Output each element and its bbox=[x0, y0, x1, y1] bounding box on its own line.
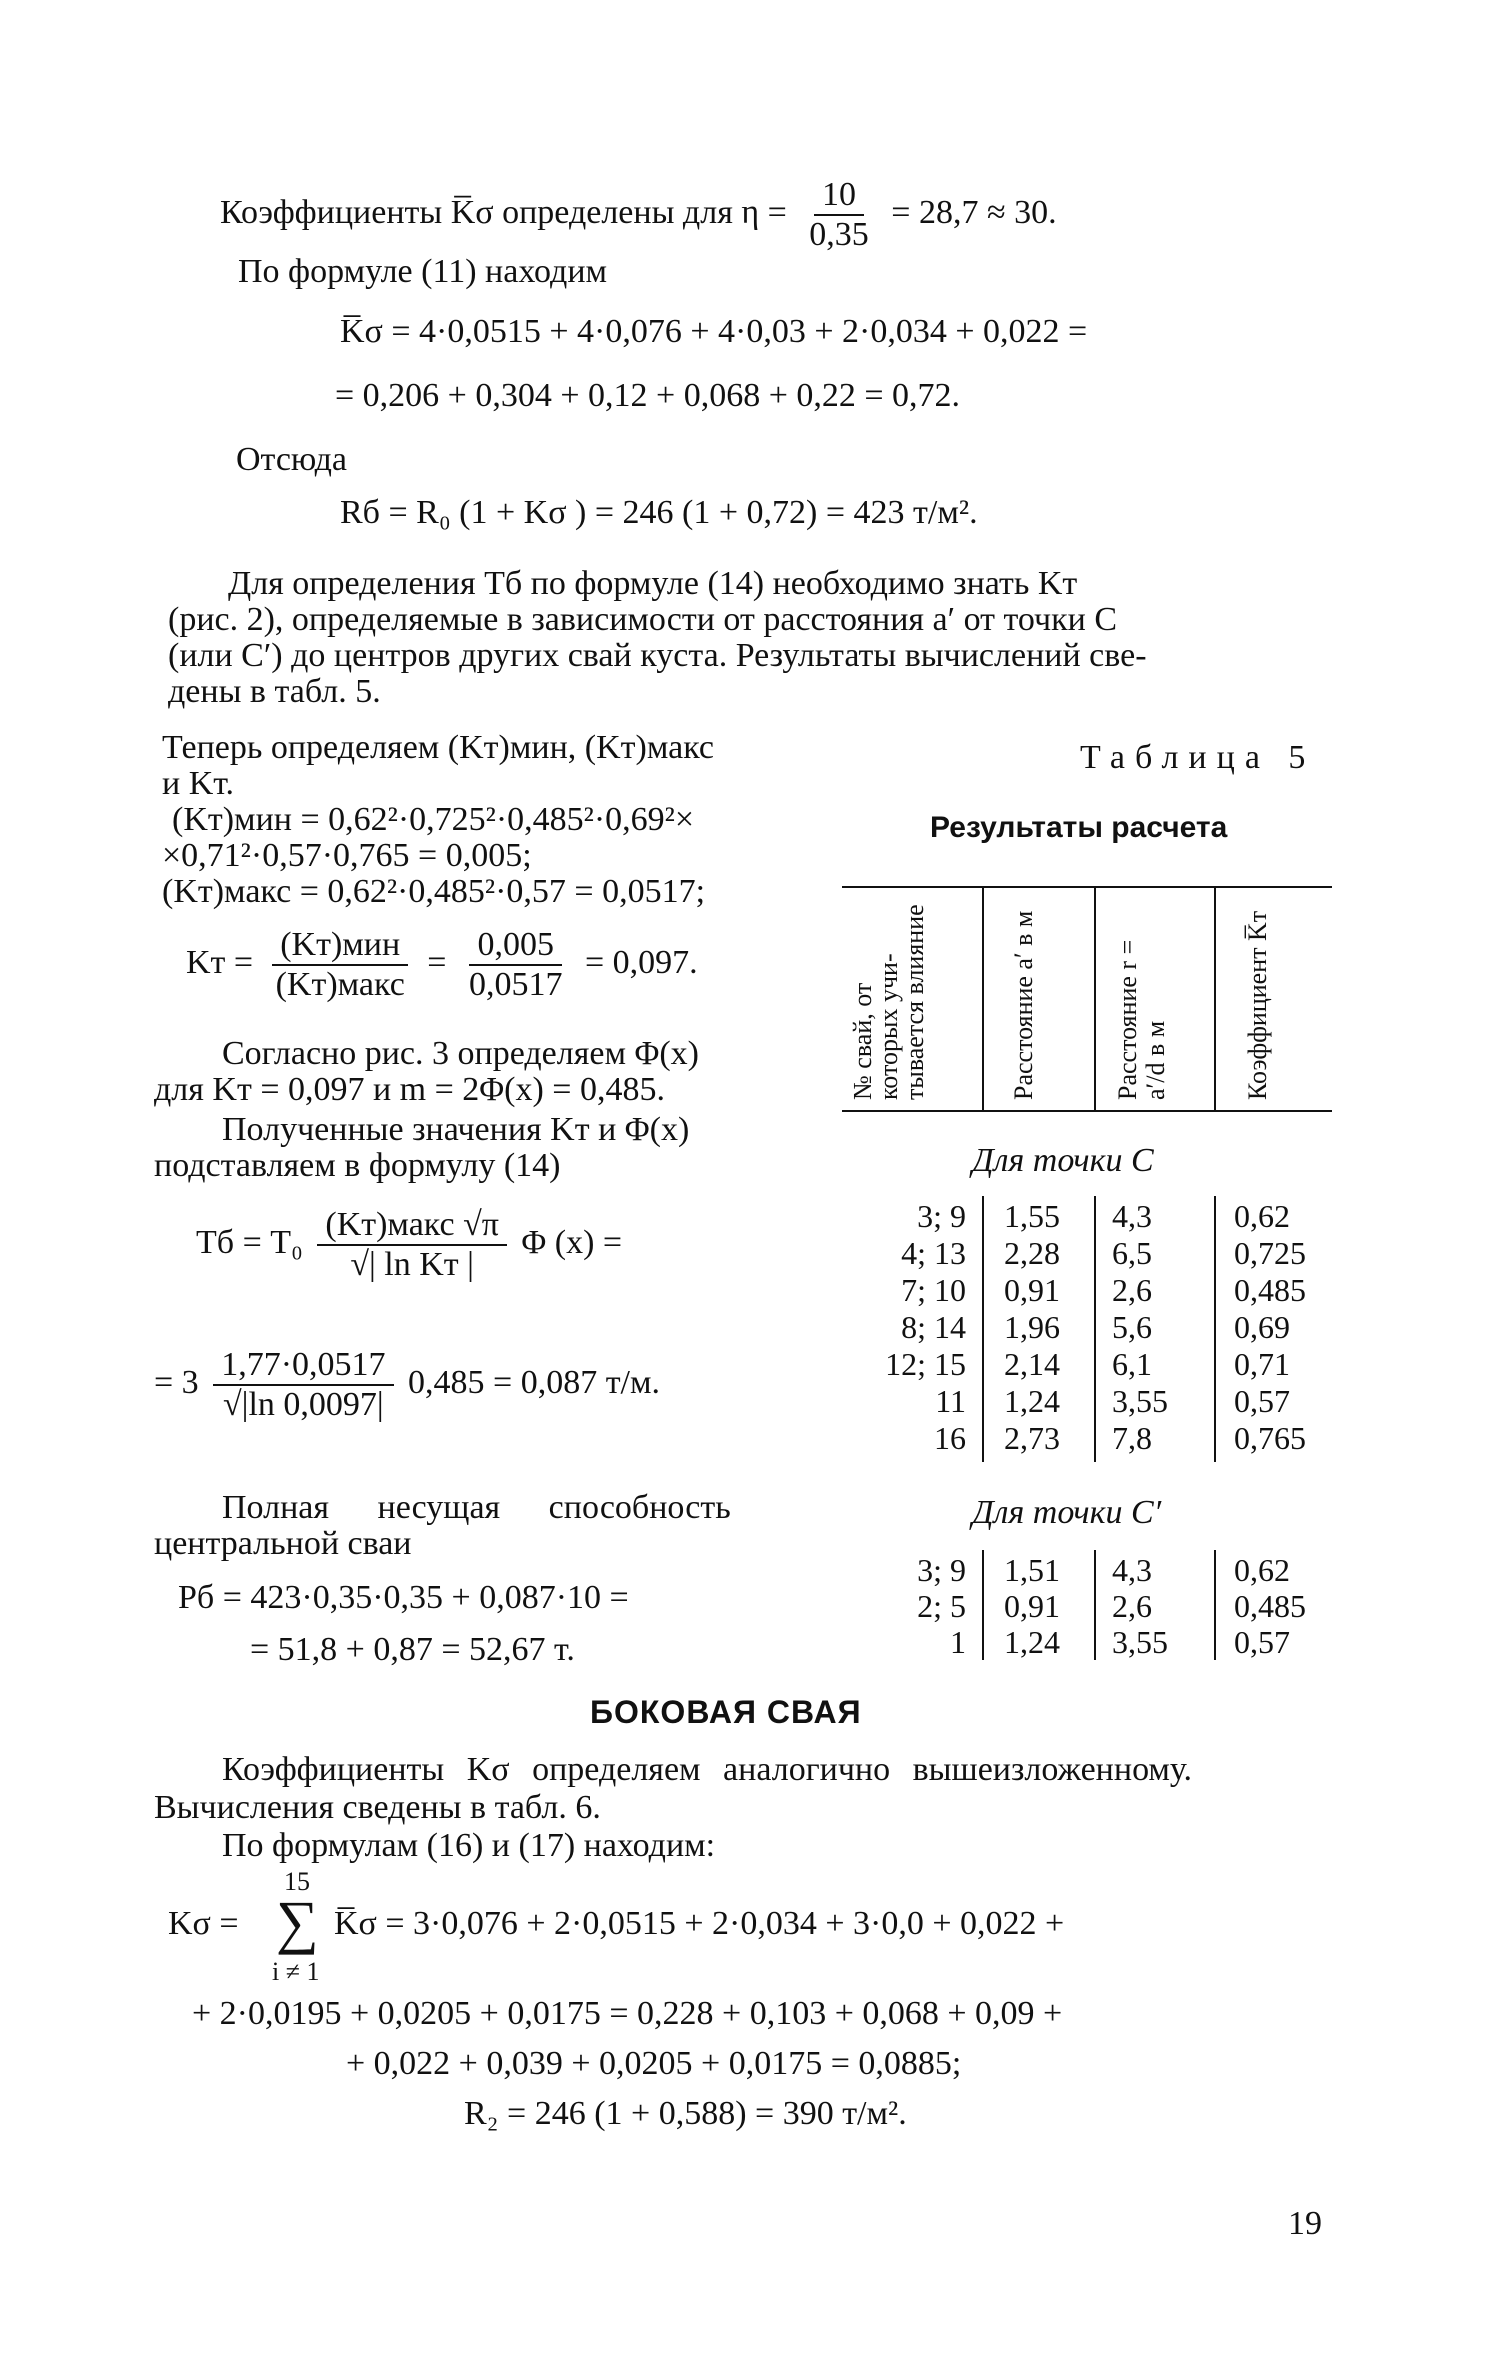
table-label: Таблица 5 bbox=[1080, 739, 1316, 776]
table-cell-rows_c-r3-c3: 0,69 bbox=[1234, 1309, 1290, 1345]
table-cell-rows_c-r6-c1: 2,73 bbox=[1004, 1420, 1060, 1456]
table-cell-rows_c-r0-c1: 1,55 bbox=[1004, 1198, 1060, 1234]
table-cell-rows_c2-r0-c1: 1,51 bbox=[1004, 1552, 1060, 1588]
kt-fraction-den2: 0,0517 bbox=[468, 966, 563, 1003]
table-cell-rows_c-r5-c2: 3,55 bbox=[1112, 1383, 1168, 1419]
table-cell-rows_c2-r2-c3: 0,57 bbox=[1234, 1624, 1290, 1660]
sum-rhs: K̅σ = 3·0,076 + 2·0,0515 + 2·0,034 + 3·0,0 + 0,022 + bbox=[334, 1905, 1065, 1942]
table-cell-rows_c-r5-c0: 11 bbox=[935, 1383, 966, 1419]
k-sigma-sum-line1: K̅σ = 4·0,0515 + 4·0,076 + 4·0,03 + 2·0,034 + 0,022 = bbox=[340, 313, 1088, 350]
tb-lhs: Tб = T₀ bbox=[196, 1223, 303, 1261]
kt-fraction-line bbox=[186, 926, 698, 1004]
table-top-rule bbox=[842, 886, 1332, 888]
left-col-line-7: для Kт = 0,097 и m = 2Φ(x) = 0,485. bbox=[154, 1071, 665, 1108]
table-cell-rows_c-r3-c1: 1,96 bbox=[1004, 1309, 1060, 1345]
c2-col-divider-1 bbox=[982, 1550, 984, 1660]
table-cell-rows_c-r3-c2: 5,6 bbox=[1112, 1309, 1152, 1345]
kt-fraction-num2: 0,005 bbox=[469, 926, 562, 966]
kt-min-line1: (Kт)мин = 0,62²·0,725²·0,485²·0,69²× bbox=[172, 801, 695, 838]
left-col-line-11: центральной сваи bbox=[154, 1525, 412, 1562]
kt-fraction-numeric bbox=[461, 926, 571, 1004]
table-cell-rows_c-r4-c0: 12; 15 bbox=[885, 1346, 966, 1382]
table-title: Результаты расчета bbox=[930, 811, 1228, 844]
col-divider-1 bbox=[982, 888, 984, 1110]
paragraph-line-2: (рис. 2), определяемые в зависимости от расстояния a′ от точки C bbox=[168, 601, 1117, 638]
tb-formula-line bbox=[196, 1206, 622, 1284]
c2-col-divider-3 bbox=[1214, 1550, 1216, 1660]
table-cell-rows_c-r4-c1: 2,14 bbox=[1004, 1346, 1060, 1382]
kt-max-line: (Kт)макс = 0,62²·0,485²·0,57 = 0,0517; bbox=[162, 873, 706, 910]
table-cell-rows_c2-r2-c0: 1 bbox=[950, 1624, 966, 1660]
table-cell-rows_c2-r2-c1: 1,24 bbox=[1004, 1624, 1060, 1660]
table-cell-rows_c-r1-c1: 2,28 bbox=[1004, 1235, 1060, 1271]
header-relative-distance: Расстояние r = a′/d в м bbox=[1113, 939, 1170, 1100]
c-col-divider-1 bbox=[982, 1196, 984, 1462]
tb-fraction-den: √| ln Kт | bbox=[350, 1246, 474, 1283]
c2-col-divider-2 bbox=[1094, 1550, 1096, 1660]
header-piles: № свай, от которых учи- тывается влияние bbox=[848, 904, 929, 1100]
coeff-line bbox=[220, 176, 1057, 254]
kt-fraction-den1: (Kт)макс bbox=[275, 966, 405, 1003]
kt-lhs: Kт = bbox=[186, 943, 254, 981]
lateral-sum-line2: + 2·0,0195 + 0,0205 + 0,0175 = 0,228 + 0,103 + 0,068 + 0,09 + bbox=[192, 1995, 1063, 2032]
sum-upper-limit: 15 bbox=[284, 1867, 310, 1896]
table-cell-rows_c2-r2-c2: 3,55 bbox=[1112, 1624, 1168, 1660]
col-divider-3 bbox=[1214, 888, 1216, 1110]
tb-numeric-line bbox=[154, 1346, 660, 1424]
table-cell-rows_c2-r1-c0: 2; 5 bbox=[917, 1588, 966, 1624]
kt-result: = 0,097. bbox=[584, 943, 698, 981]
section-point-c-prime: Для точки C′ bbox=[972, 1494, 1162, 1531]
tb2-fraction bbox=[213, 1346, 393, 1424]
lateral-sum-line3: + 0,022 + 0,039 + 0,0205 + 0,0175 = 0,0885; bbox=[346, 2045, 962, 2082]
table-cell-rows_c-r5-c3: 0,57 bbox=[1234, 1383, 1290, 1419]
section-heading: БОКОВАЯ СВАЯ bbox=[590, 1694, 862, 1730]
hence-label: Отсюда bbox=[236, 441, 347, 478]
table-cell-rows_c2-r1-c3: 0,485 bbox=[1234, 1588, 1306, 1624]
tb2-fraction-num: 1,77·0,0517 bbox=[213, 1346, 393, 1386]
lateral-line-2: Вычисления сведены в табл. 6. bbox=[154, 1789, 601, 1826]
c-col-divider-2 bbox=[1094, 1196, 1096, 1462]
left-col-line-2: и Kт. bbox=[162, 765, 235, 802]
paragraph-line-1: Для определения Tб по формуле (14) необходимо знать Kт bbox=[228, 565, 1078, 602]
table-cell-rows_c-r0-c2: 4,3 bbox=[1112, 1198, 1152, 1234]
sum-lower-limit: i ≠ 1 bbox=[272, 1957, 320, 1986]
table-cell-rows_c-r0-c3: 0,62 bbox=[1234, 1198, 1290, 1234]
lateral-line-1: Коэффициенты Kσ определяем аналогично вышеизложенному. bbox=[222, 1751, 1193, 1788]
tb-fraction-num: (Kт)макс √π bbox=[317, 1206, 507, 1246]
sum-sign: ∑ bbox=[276, 1889, 319, 1955]
left-col-line-1: Теперь определяем (Kт)мин, (Kт)макс bbox=[162, 729, 714, 766]
table-cell-rows_c-r2-c3: 0,485 bbox=[1234, 1272, 1306, 1308]
tb-fraction bbox=[317, 1206, 507, 1284]
table-cell-rows_c2-r0-c3: 0,62 bbox=[1234, 1552, 1290, 1588]
kt-fraction-symbolic bbox=[268, 926, 413, 1004]
eta-numerator: 10 bbox=[814, 176, 864, 216]
lateral-line-3: По формулам (16) и (17) находим: bbox=[222, 1827, 716, 1864]
table-cell-rows_c2-r1-c1: 0,91 bbox=[1004, 1588, 1060, 1624]
table-cell-rows_c-r1-c3: 0,725 bbox=[1234, 1235, 1306, 1271]
table-cell-rows_c-r6-c2: 7,8 bbox=[1112, 1420, 1152, 1456]
tb2-fraction-den: √|ln 0,0097| bbox=[222, 1386, 384, 1423]
table-header-rule bbox=[842, 1110, 1332, 1112]
paragraph-line-3: (или C′) до центров других свай куста. Результаты вычислений све- bbox=[168, 637, 1147, 674]
left-col-line-6: Согласно рис. 3 определяем Φ(x) bbox=[222, 1035, 699, 1072]
header-distance: Расстояние a′ в м bbox=[1009, 910, 1038, 1100]
kt-min-line2: ×0,71²·0,57·0,765 = 0,005; bbox=[162, 837, 532, 874]
formula-11-intro: По формуле (11) находим bbox=[238, 253, 608, 290]
eta-denominator: 0,35 bbox=[809, 216, 869, 253]
tb2-rhs: 0,485 = 0,087 т/м. bbox=[408, 1363, 661, 1401]
paragraph-line-4: дены в табл. 5. bbox=[168, 673, 381, 710]
table-cell-rows_c-r5-c1: 1,24 bbox=[1004, 1383, 1060, 1419]
k-sigma-sum-line2: = 0,206 + 0,304 + 0,12 + 0,068 + 0,22 = 0,72. bbox=[335, 377, 961, 414]
table-cell-rows_c-r6-c3: 0,765 bbox=[1234, 1420, 1306, 1456]
table-cell-rows_c-r2-c2: 2,6 bbox=[1112, 1272, 1152, 1308]
pb-line2: = 51,8 + 0,87 = 52,67 т. bbox=[250, 1631, 575, 1668]
table-cell-rows_c-r1-c0: 4; 13 bbox=[901, 1235, 966, 1271]
r2-formula: R₂ = 246 (1 + 0,588) = 390 т/м². bbox=[464, 2095, 907, 2132]
r-b-formula: Rб = R₀ (1 + Kσ ) = 246 (1 + 0,72) = 423 т/м². bbox=[340, 494, 978, 531]
table-cell-rows_c2-r1-c2: 2,6 bbox=[1112, 1588, 1152, 1624]
left-col-line-9: подставляем в формулу (14) bbox=[154, 1147, 561, 1184]
header-coefficient: Коэффициент K̅т bbox=[1243, 910, 1272, 1100]
table-cell-rows_c-r1-c2: 6,5 bbox=[1112, 1235, 1152, 1271]
sum-lhs: Kσ = bbox=[168, 1905, 239, 1942]
eta-result: = 28,7 ≈ 30. bbox=[891, 193, 1057, 231]
tb-rhs: Φ (x) = bbox=[521, 1223, 623, 1261]
tb2-lhs: = 3 bbox=[154, 1363, 199, 1401]
table-cell-rows_c2-r0-c0: 3; 9 bbox=[917, 1552, 966, 1588]
left-col-line-10: Полная несущая способность bbox=[222, 1489, 731, 1526]
section-point-c: Для точки C bbox=[972, 1142, 1154, 1179]
table-cell-rows_c2-r0-c2: 4,3 bbox=[1112, 1552, 1152, 1588]
col-divider-2 bbox=[1094, 888, 1096, 1110]
table-cell-rows_c-r0-c0: 3; 9 bbox=[917, 1198, 966, 1234]
coeff-text: Коэффициенты K̅σ определены для η = bbox=[220, 193, 787, 231]
kt-fraction-num1: (Kт)мин bbox=[272, 926, 408, 966]
table-cell-rows_c-r3-c0: 8; 14 bbox=[901, 1309, 966, 1345]
table-cell-rows_c-r2-c1: 0,91 bbox=[1004, 1272, 1060, 1308]
pb-line1: Pб = 423·0,35·0,35 + 0,087·10 = bbox=[178, 1579, 629, 1616]
c-col-divider-3 bbox=[1214, 1196, 1216, 1462]
table-cell-rows_c-r4-c2: 6,1 bbox=[1112, 1346, 1152, 1382]
left-col-line-8: Полученные значения Kт и Φ(x) bbox=[222, 1111, 690, 1148]
eta-fraction bbox=[801, 176, 877, 254]
table-cell-rows_c-r4-c3: 0,71 bbox=[1234, 1346, 1290, 1382]
kt-equals: = bbox=[427, 943, 447, 981]
page-number: 19 bbox=[1288, 2205, 1322, 2242]
table-cell-rows_c-r2-c0: 7; 10 bbox=[901, 1272, 966, 1308]
table-cell-rows_c-r6-c0: 16 bbox=[934, 1420, 966, 1456]
